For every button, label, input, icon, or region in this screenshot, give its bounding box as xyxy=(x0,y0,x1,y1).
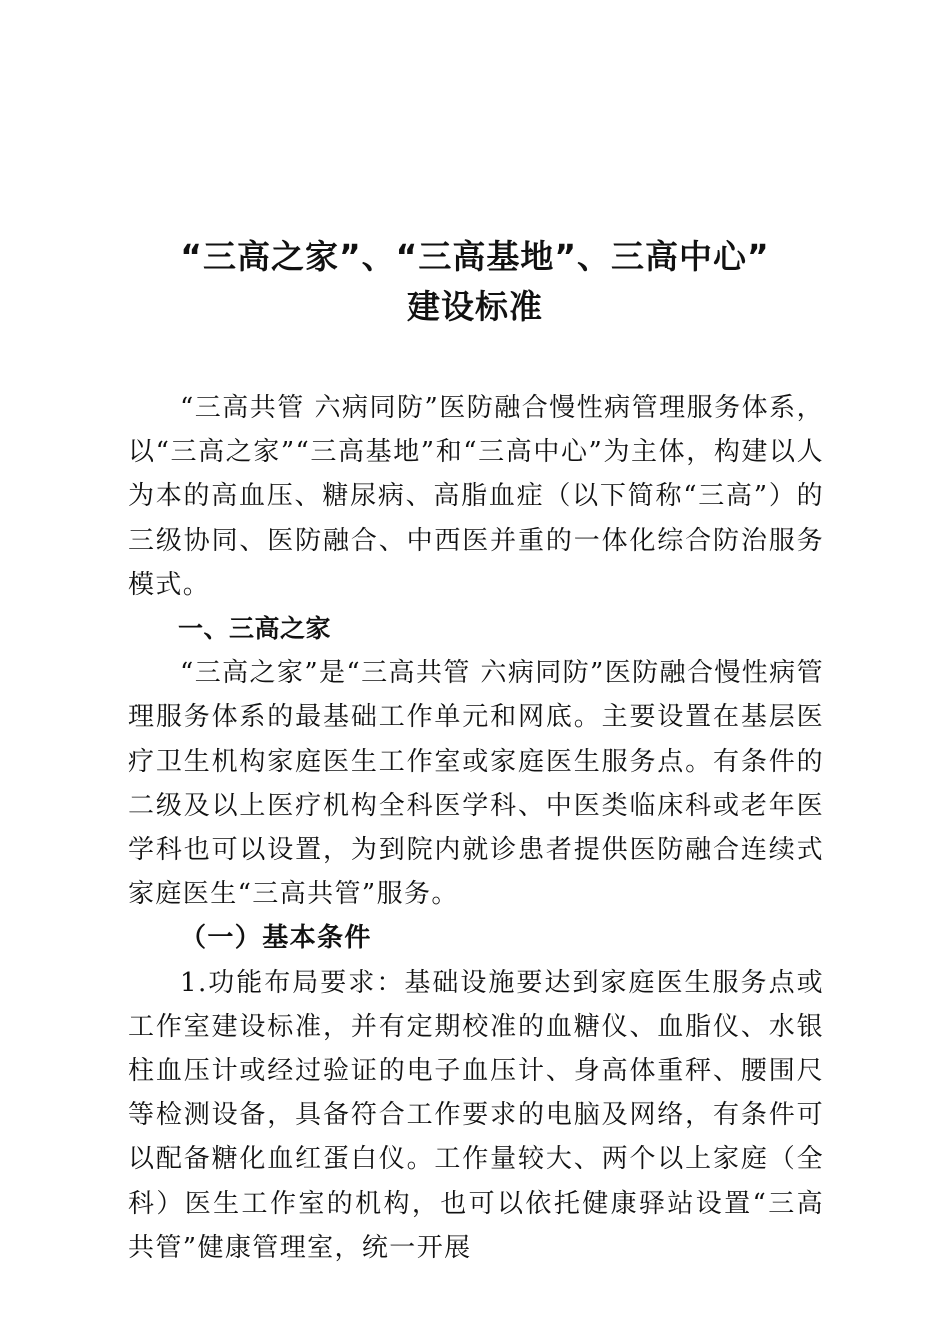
document-title-line-2: 建设标准 xyxy=(407,287,543,326)
document-body xyxy=(128,386,824,1270)
subsection-heading-basic-conditions: （一）基本条件 xyxy=(180,923,372,954)
section-paragraph: “三高之家”是“三高共管 六病同防”医防融合慢性病管理服务体系的最基础工作单元和网底。主要设置在基层医疗卫生机构家庭医生工作室或家庭医生服务点。有条件的二级及以上医疗机构全科医学科、中医类临床科或老年医学科也可以设置，为到院内就诊患者提供医防融合连续式家庭医生“三高共管”服务。 xyxy=(128,658,824,910)
intro-paragraph: “三高共管 六病同防”医防融合慢性病管理服务体系，以“三高之家”“三高基地”和“三高中心”为主体，构建以人为本的高血压、糖尿病、高脂血症（以下简称“三高”）的三级协同、医防融合、中西医并重的一体化综合防治服务模式。 xyxy=(128,393,824,600)
section-heading-sangao-zhijia: 一、三高之家 xyxy=(178,614,332,644)
document-title-line-1: “三高之家”、“三高基地”、三高中心” xyxy=(180,237,770,276)
item-paragraph: 1.功能布局要求：基础设施要达到家庭医生服务点或工作室建设标准，并有定期校准的血糖仪、血脂仪、水银柱血压计或经过验证的电子血压计、身高体重秤、腰围尺等检测设备，具备符合工作要求的电脑及网络，有条件可以配备糖化血红蛋白仪。工作量较大、两个以上家庭（全科）医生工作室的机构，也可以依托健康驿站设置“三高共管”健康管理室，统一开展 xyxy=(128,967,824,1263)
